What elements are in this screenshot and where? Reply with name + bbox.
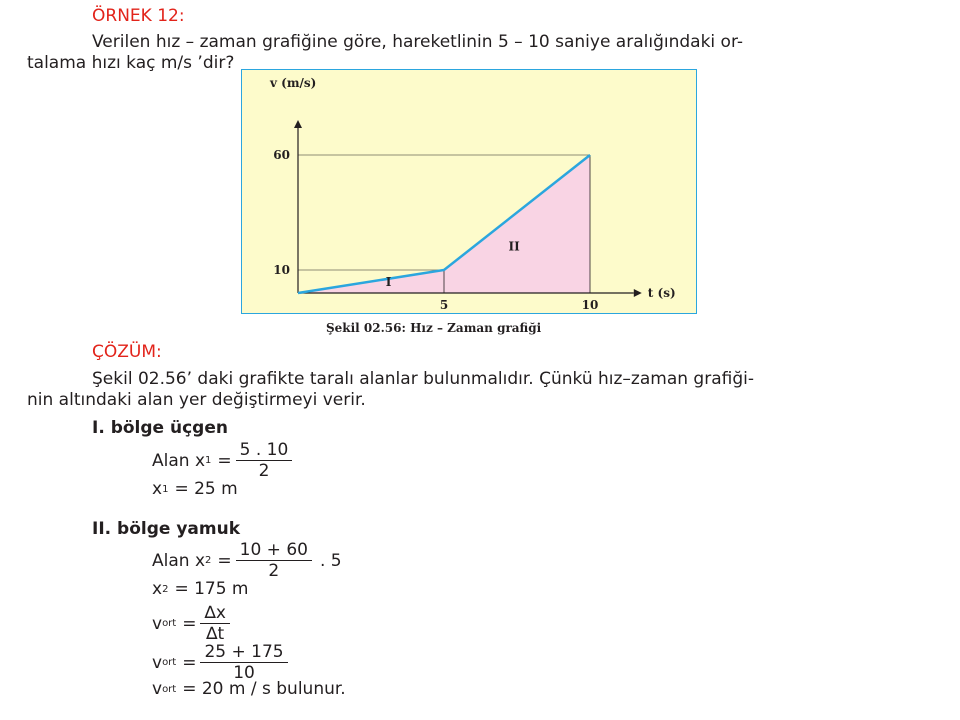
- question-line-2: talama hızı kaç m/s ’dir?: [27, 53, 235, 73]
- region-label-I: I: [385, 275, 392, 290]
- result-var: x: [152, 579, 163, 599]
- region2-area-prefix: Alan x: [152, 550, 206, 571]
- region2-area-sub: 2: [205, 555, 212, 566]
- region2-area-equation: [152, 540, 342, 581]
- region1-area-prefix: Alan x: [152, 450, 206, 471]
- fraction-denominator: 2: [268, 561, 280, 581]
- result-var: x: [152, 479, 163, 499]
- y-tick-label: 10: [273, 263, 290, 277]
- fraction-numerator: ∆x: [200, 603, 229, 624]
- velocity-time-graph: [241, 69, 697, 314]
- result-sub: 1: [162, 483, 169, 495]
- x-axis-arrow: [634, 289, 642, 297]
- fraction-denominator: 10: [233, 663, 255, 683]
- region1-area-sub: 1: [205, 455, 212, 466]
- y-axis-label: v (m/s): [270, 76, 317, 90]
- region2-title: II. bölge yamuk: [92, 519, 240, 539]
- delta-fraction: [200, 603, 229, 644]
- region1-area-equation: [152, 440, 296, 481]
- graph-caption: Şekil 02.56: Hız – Zaman grafiği: [326, 321, 542, 335]
- v-sub: ort: [162, 683, 177, 695]
- solution-line-1: Şekil 02.56’ daki grafikte taralı alanlar bulunmalıdır. Çünkü hız–zaman grafiği-: [92, 369, 754, 389]
- v-symbol: v: [152, 679, 163, 699]
- result-value: = 175 m: [174, 579, 249, 599]
- fraction-numerator: 10 + 60: [236, 540, 312, 561]
- x-tick-label: 10: [581, 298, 599, 312]
- vort-delta-equation: [152, 603, 234, 644]
- y-axis-arrow: [294, 120, 302, 128]
- fraction-numerator: 5 . 10: [236, 440, 293, 461]
- fraction-denominator: ∆t: [206, 624, 225, 644]
- x-tick-label: 5: [439, 298, 449, 312]
- region1-result: [152, 479, 238, 499]
- graph-svg: [242, 70, 698, 315]
- y-tick-label: 60: [273, 148, 290, 162]
- v-sub: ort: [162, 618, 177, 629]
- vort-final: [152, 679, 346, 699]
- v-symbol: v: [152, 652, 163, 673]
- example-heading: ÖRNEK 12:: [92, 6, 185, 26]
- equals-sign: =: [217, 550, 232, 571]
- region2-fraction: [236, 540, 312, 581]
- result-sub: 2: [162, 583, 169, 595]
- result-value: = 25 m: [174, 479, 238, 499]
- region1-title: I. bölge üçgen: [92, 418, 228, 438]
- value-fraction: [200, 642, 287, 683]
- equals-sign: =: [217, 450, 232, 471]
- equals-sign: =: [182, 652, 197, 673]
- solution-line-2: nin altındaki alan yer değiştirmeyi verir.: [27, 390, 366, 410]
- region1-fraction: [236, 440, 293, 481]
- solution-heading: ÇÖZÜM:: [92, 342, 162, 362]
- equals-sign: =: [182, 613, 197, 634]
- fraction-denominator: 2: [258, 461, 270, 481]
- fraction-numerator: 25 + 175: [200, 642, 287, 663]
- region-label-II: II: [508, 239, 520, 254]
- final-value: = 20 m / s bulunur.: [182, 679, 346, 699]
- vort-value-equation: [152, 642, 292, 683]
- region2-area-suffix: . 5: [319, 550, 342, 571]
- question-line-1: Verilen hız – zaman grafiğine göre, hareketlinin 5 – 10 saniye aralığındaki or-: [92, 32, 743, 52]
- v-symbol: v: [152, 613, 163, 634]
- region2-result: [152, 579, 249, 599]
- x-axis-label: t (s): [647, 286, 676, 300]
- v-sub: ort: [162, 657, 177, 668]
